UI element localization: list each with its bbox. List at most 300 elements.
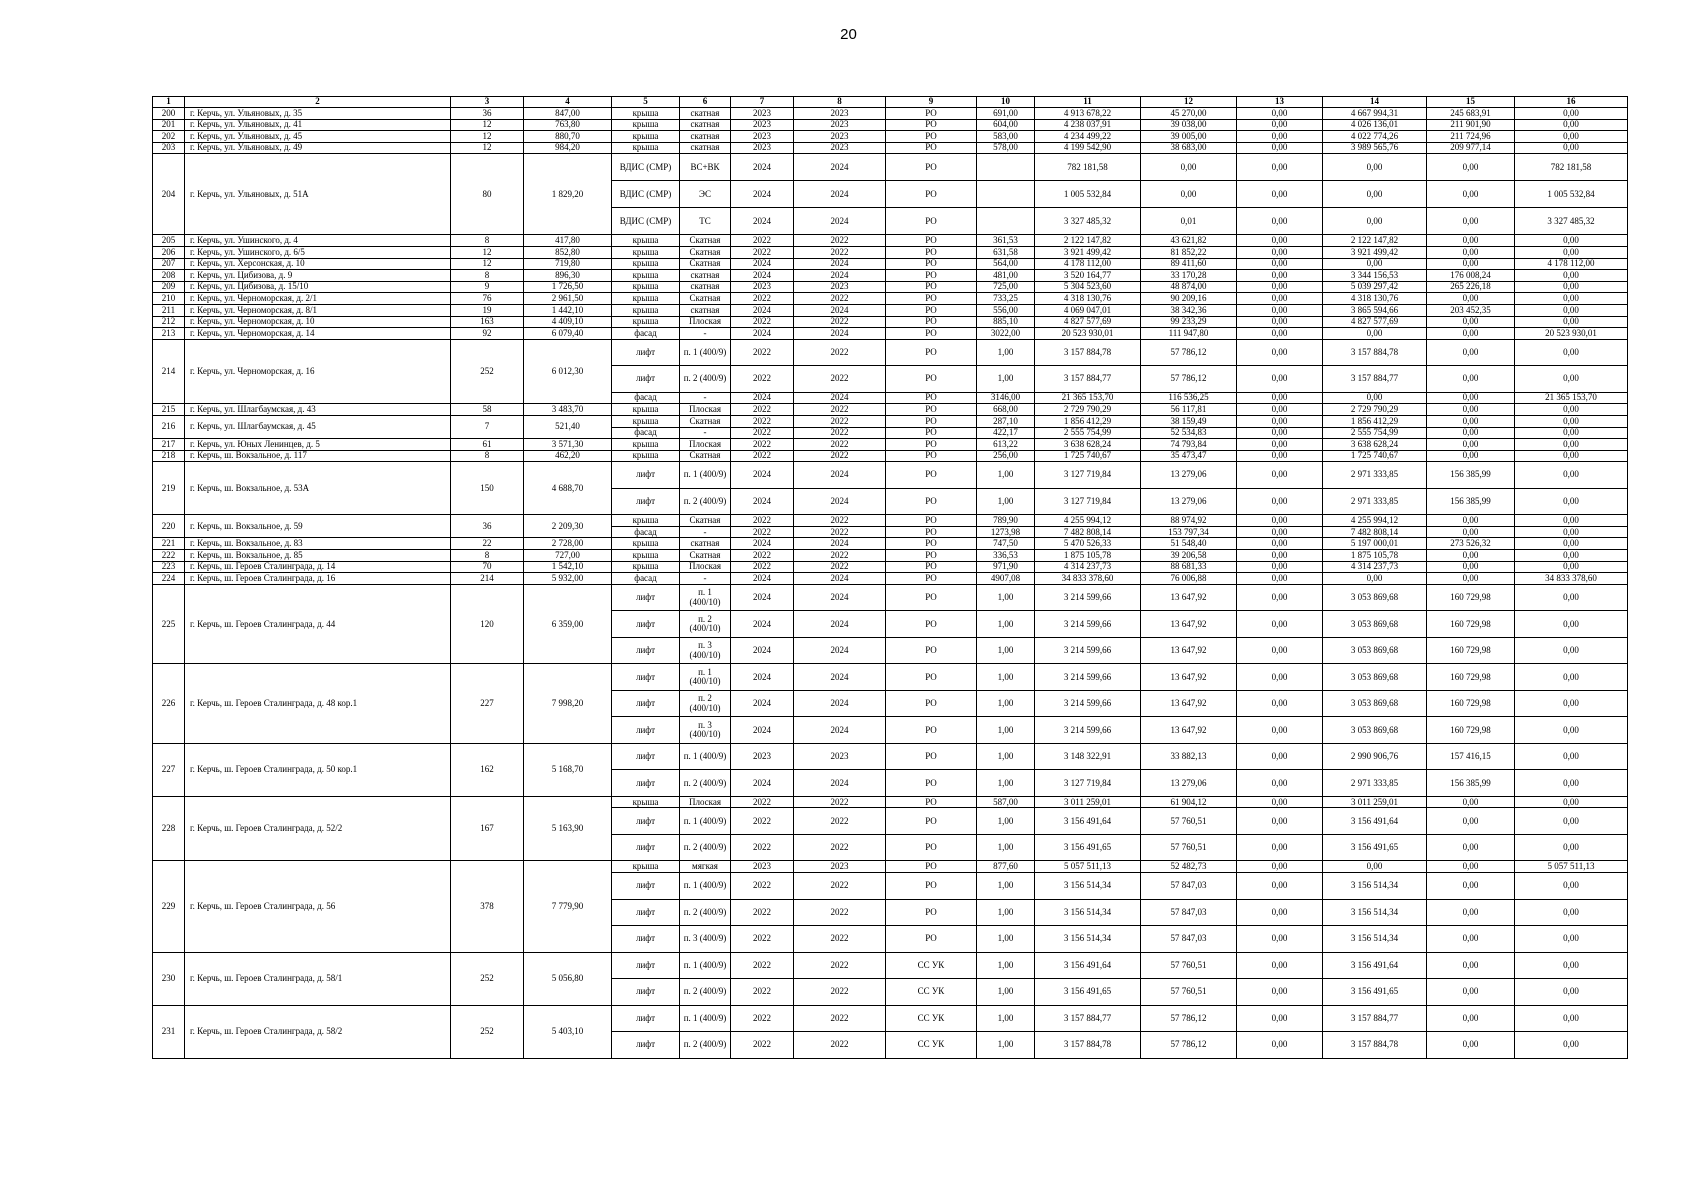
plan-year-cell: 2022 [731, 1032, 794, 1059]
actual-year-cell: 2024 [794, 328, 886, 340]
building-area-cell: 763,80 [524, 119, 612, 131]
col-13-cell: 0,00 [1237, 208, 1323, 235]
flats-count-cell: 22 [451, 538, 524, 550]
row-number-cell: 204 [153, 154, 185, 235]
tech-cost-cell: 74 793,84 [1141, 439, 1237, 451]
plan-year-cell: 2024 [731, 181, 794, 208]
col-15-cell: 211 724,96 [1427, 131, 1515, 143]
volume-cell: 1,00 [977, 584, 1035, 611]
row-number-cell: 212 [153, 316, 185, 328]
volume-cell: 1,00 [977, 926, 1035, 953]
work-subtype-cell: - [680, 526, 731, 538]
row-number-cell: 226 [153, 664, 185, 744]
total-cost-cell: 4 199 542,90 [1035, 142, 1141, 154]
total-cost-cell: 5 470 526,33 [1035, 538, 1141, 550]
tech-cost-cell: 88 974,92 [1141, 515, 1237, 527]
col-16-cell: 4 178 112,00 [1515, 258, 1628, 270]
total-cost-cell: 3 156 514,34 [1035, 899, 1141, 926]
col-15-cell: 0,00 [1427, 952, 1515, 979]
source-cell: РО [886, 538, 977, 550]
building-area-cell: 5 168,70 [524, 743, 612, 796]
address-cell: г. Керчь, ш. Героев Сталинграда, д. 58/1 [185, 952, 451, 1005]
col-13-cell: 0,00 [1237, 450, 1323, 462]
plan-year-cell: 2022 [731, 926, 794, 953]
actual-year-cell: 2024 [794, 717, 886, 744]
plan-year-cell: 2022 [731, 439, 794, 451]
source-cell: РО [886, 270, 977, 282]
column-number-row [153, 97, 1628, 108]
address-cell: г. Керчь, ул. Херсонская, д. 10 [185, 258, 451, 270]
plan-year-cell: 2024 [731, 717, 794, 744]
actual-year-cell: 2022 [794, 1005, 886, 1032]
col-15-cell: 0,00 [1427, 392, 1515, 404]
col-14-cell: 3 053 869,68 [1323, 690, 1427, 717]
col-14-cell: 3 344 156,53 [1323, 270, 1427, 282]
total-cost-cell: 3 156 491,64 [1035, 808, 1141, 835]
col-13-cell: 0,00 [1237, 415, 1323, 427]
work-type-cell: крыша [612, 270, 680, 282]
total-cost-cell: 3 148 322,91 [1035, 743, 1141, 770]
col-13-cell: 0,00 [1237, 108, 1323, 120]
col-14-cell: 3 156 514,34 [1323, 926, 1427, 953]
row-number-cell: 216 [153, 415, 185, 438]
col-15-cell: 0,00 [1427, 235, 1515, 247]
total-cost-cell: 2 555 754,99 [1035, 427, 1141, 439]
volume-cell: 1,00 [977, 366, 1035, 393]
col-13-cell: 0,00 [1237, 952, 1323, 979]
col-13-cell: 0,00 [1237, 538, 1323, 550]
row-number-cell: 224 [153, 573, 185, 585]
plan-year-cell: 2024 [731, 584, 794, 611]
flats-count-cell: 150 [451, 462, 524, 515]
work-subtype-cell: ТС [680, 208, 731, 235]
source-cell: РО [886, 834, 977, 861]
table-row [153, 538, 1628, 550]
work-subtype-cell: п. 2 (400/9) [680, 979, 731, 1006]
plan-year-cell: 2024 [731, 208, 794, 235]
col-14-cell: 0,00 [1323, 258, 1427, 270]
row-number-cell: 206 [153, 246, 185, 258]
col-14-cell: 4 318 130,76 [1323, 293, 1427, 305]
col-13-cell: 0,00 [1237, 488, 1323, 515]
row-number-cell: 223 [153, 561, 185, 573]
col-14-cell: 3 156 491,65 [1323, 834, 1427, 861]
col-13-cell: 0,00 [1237, 1005, 1323, 1032]
building-area-cell: 6 359,00 [524, 584, 612, 664]
col-15-cell: 160 729,98 [1427, 584, 1515, 611]
table-row [153, 664, 1628, 691]
actual-year-cell: 2022 [794, 404, 886, 416]
column-header-10: 10 [977, 97, 1035, 108]
source-cell: СС УК [886, 1032, 977, 1059]
work-type-cell: лифт [612, 899, 680, 926]
column-header-15: 15 [1427, 97, 1515, 108]
col-15-cell: 160 729,98 [1427, 690, 1515, 717]
col-15-cell: 0,00 [1427, 427, 1515, 439]
work-type-cell: крыша [612, 561, 680, 573]
table-row [153, 573, 1628, 585]
address-cell: г. Керчь, ул. Ульяновых, д. 35 [185, 108, 451, 120]
total-cost-cell: 4 827 577,69 [1035, 316, 1141, 328]
actual-year-cell: 2022 [794, 339, 886, 366]
source-cell: РО [886, 861, 977, 873]
address-cell: г. Керчь, ш. Героев Сталинграда, д. 58/2 [185, 1005, 451, 1058]
table-row [153, 861, 1628, 873]
column-header-9: 9 [886, 97, 977, 108]
col-14-cell: 2 555 754,99 [1323, 427, 1427, 439]
work-type-cell: ВДИС (СМР) [612, 154, 680, 181]
actual-year-cell: 2023 [794, 142, 886, 154]
building-area-cell: 5 056,80 [524, 952, 612, 1005]
work-type-cell: крыша [612, 861, 680, 873]
work-type-cell: лифт [612, 952, 680, 979]
source-cell: РО [886, 131, 977, 143]
col-16-cell: 0,00 [1515, 690, 1628, 717]
address-cell: г. Керчь, ул. Юных Ленинцев, д. 5 [185, 439, 451, 451]
col-16-cell: 0,00 [1515, 834, 1628, 861]
source-cell: РО [886, 108, 977, 120]
col-15-cell: 0,00 [1427, 1032, 1515, 1059]
source-cell: РО [886, 339, 977, 366]
address-cell: г. Керчь, ш. Героев Сталинграда, д. 44 [185, 584, 451, 664]
building-area-cell: 896,30 [524, 270, 612, 282]
source-cell: РО [886, 304, 977, 316]
plan-year-cell: 2024 [731, 770, 794, 797]
work-type-cell: крыша [612, 404, 680, 416]
work-type-cell: крыша [612, 415, 680, 427]
col-16-cell: 1 005 532,84 [1515, 181, 1628, 208]
tech-cost-cell: 61 904,12 [1141, 796, 1237, 808]
work-type-cell: лифт [612, 462, 680, 489]
source-cell: РО [886, 154, 977, 181]
tech-cost-cell: 57 847,03 [1141, 926, 1237, 953]
volume-cell: 3022,00 [977, 328, 1035, 340]
plan-year-cell: 2022 [731, 246, 794, 258]
work-subtype-cell: п. 1 (400/9) [680, 808, 731, 835]
flats-count-cell: 8 [451, 450, 524, 462]
col-15-cell: 176 008,24 [1427, 270, 1515, 282]
table-row [153, 339, 1628, 366]
source-cell: РО [886, 404, 977, 416]
tech-cost-cell: 48 874,00 [1141, 281, 1237, 293]
column-header-13: 13 [1237, 97, 1323, 108]
col-15-cell: 245 683,91 [1427, 108, 1515, 120]
actual-year-cell: 2022 [794, 366, 886, 393]
plan-year-cell: 2023 [731, 281, 794, 293]
col-16-cell: 0,00 [1515, 404, 1628, 416]
volume-cell: 4907,08 [977, 573, 1035, 585]
plan-year-cell: 2024 [731, 573, 794, 585]
col-15-cell: 265 226,18 [1427, 281, 1515, 293]
col-13-cell: 0,00 [1237, 328, 1323, 340]
work-subtype-cell: скатная [680, 281, 731, 293]
address-cell: г. Керчь, ул. Черноморская, д. 2/1 [185, 293, 451, 305]
table-row [153, 304, 1628, 316]
work-type-cell: крыша [612, 439, 680, 451]
address-cell: г. Керчь, ул. Ульяновых, д. 51А [185, 154, 451, 235]
row-number-cell: 227 [153, 743, 185, 796]
work-type-cell: крыша [612, 796, 680, 808]
table-row [153, 108, 1628, 120]
row-number-cell: 210 [153, 293, 185, 305]
tech-cost-cell: 33 170,28 [1141, 270, 1237, 282]
tech-cost-cell: 13 279,06 [1141, 488, 1237, 515]
actual-year-cell: 2022 [794, 899, 886, 926]
tech-cost-cell: 57 847,03 [1141, 873, 1237, 900]
actual-year-cell: 2024 [794, 270, 886, 282]
building-area-cell: 2 728,00 [524, 538, 612, 550]
col-15-cell: 209 977,14 [1427, 142, 1515, 154]
address-cell: г. Керчь, ул. Цибизова, д. 15/10 [185, 281, 451, 293]
plan-year-cell: 2023 [731, 131, 794, 143]
row-number-cell: 220 [153, 515, 185, 538]
flats-count-cell: 252 [451, 339, 524, 404]
source-cell: СС УК [886, 1005, 977, 1032]
flats-count-cell: 7 [451, 415, 524, 438]
volume-cell: 1,00 [977, 611, 1035, 638]
source-cell: РО [886, 550, 977, 562]
plan-year-cell: 2022 [731, 450, 794, 462]
tech-cost-cell: 153 797,34 [1141, 526, 1237, 538]
col-13-cell: 0,00 [1237, 235, 1323, 247]
row-number-cell: 229 [153, 861, 185, 952]
total-cost-cell: 4 318 130,76 [1035, 293, 1141, 305]
actual-year-cell: 2022 [794, 561, 886, 573]
source-cell: РО [886, 743, 977, 770]
source-cell: РО [886, 181, 977, 208]
source-cell: СС УК [886, 952, 977, 979]
source-cell: РО [886, 770, 977, 797]
total-cost-cell: 1 875 105,78 [1035, 550, 1141, 562]
address-cell: г. Керчь, ш. Вокзальное, д. 117 [185, 450, 451, 462]
actual-year-cell: 2022 [794, 526, 886, 538]
col-15-cell: 0,00 [1427, 404, 1515, 416]
actual-year-cell: 2024 [794, 304, 886, 316]
col-15-cell: 0,00 [1427, 979, 1515, 1006]
work-type-cell: крыша [612, 304, 680, 316]
col-16-cell: 0,00 [1515, 538, 1628, 550]
tech-cost-cell: 13 647,92 [1141, 637, 1237, 664]
col-15-cell: 160 729,98 [1427, 717, 1515, 744]
actual-year-cell: 2022 [794, 808, 886, 835]
source-cell: РО [886, 561, 977, 573]
volume-cell: 1,00 [977, 1005, 1035, 1032]
col-15-cell: 157 416,15 [1427, 743, 1515, 770]
work-type-cell: лифт [612, 808, 680, 835]
col-15-cell: 0,00 [1427, 208, 1515, 235]
total-cost-cell: 4 234 499,22 [1035, 131, 1141, 143]
col-15-cell: 0,00 [1427, 861, 1515, 873]
volume-cell: 971,90 [977, 561, 1035, 573]
column-header-8: 8 [794, 97, 886, 108]
building-area-cell: 1 726,50 [524, 281, 612, 293]
work-subtype-cell: Плоская [680, 439, 731, 451]
col-15-cell: 0,00 [1427, 415, 1515, 427]
volume-cell: 1,00 [977, 339, 1035, 366]
row-number-cell: 214 [153, 339, 185, 404]
plan-year-cell: 2022 [731, 427, 794, 439]
col-14-cell: 1 856 412,29 [1323, 415, 1427, 427]
plan-year-cell: 2024 [731, 392, 794, 404]
plan-year-cell: 2022 [731, 339, 794, 366]
tech-cost-cell: 57 786,12 [1141, 366, 1237, 393]
tech-cost-cell: 0,01 [1141, 208, 1237, 235]
col-15-cell: 0,00 [1427, 258, 1515, 270]
tech-cost-cell: 88 681,33 [1141, 561, 1237, 573]
plan-year-cell: 2022 [731, 526, 794, 538]
row-number-cell: 217 [153, 439, 185, 451]
flats-count-cell: 252 [451, 1005, 524, 1058]
total-cost-cell: 20 523 930,01 [1035, 328, 1141, 340]
work-subtype-cell: п. 3 (400/10) [680, 637, 731, 664]
actual-year-cell: 2022 [794, 834, 886, 861]
address-cell: г. Керчь, ш. Героев Сталинграда, д. 16 [185, 573, 451, 585]
col-13-cell: 0,00 [1237, 181, 1323, 208]
actual-year-cell: 2024 [794, 258, 886, 270]
col-15-cell: 0,00 [1427, 526, 1515, 538]
flats-count-cell: 12 [451, 246, 524, 258]
plan-year-cell: 2022 [731, 873, 794, 900]
actual-year-cell: 2022 [794, 439, 886, 451]
tech-cost-cell: 52 482,73 [1141, 861, 1237, 873]
volume-cell: 1,00 [977, 770, 1035, 797]
col-16-cell: 0,00 [1515, 235, 1628, 247]
row-number-cell: 213 [153, 328, 185, 340]
flats-count-cell: 9 [451, 281, 524, 293]
building-area-cell: 880,70 [524, 131, 612, 143]
plan-year-cell: 2022 [731, 293, 794, 305]
volume-cell: 1,00 [977, 873, 1035, 900]
flats-count-cell: 12 [451, 131, 524, 143]
row-number-cell: 218 [153, 450, 185, 462]
building-area-cell: 5 932,00 [524, 573, 612, 585]
table-row [153, 119, 1628, 131]
plan-year-cell: 2022 [731, 952, 794, 979]
building-area-cell: 847,00 [524, 108, 612, 120]
plan-year-cell: 2022 [731, 808, 794, 835]
work-type-cell: ВДИС (СМР) [612, 208, 680, 235]
tech-cost-cell: 13 647,92 [1141, 611, 1237, 638]
column-header-7: 7 [731, 97, 794, 108]
work-subtype-cell: скатная [680, 131, 731, 143]
source-cell: РО [886, 450, 977, 462]
work-subtype-cell: - [680, 427, 731, 439]
work-type-cell: ВДИС (СМР) [612, 181, 680, 208]
col-13-cell: 0,00 [1237, 131, 1323, 143]
tech-cost-cell: 13 647,92 [1141, 690, 1237, 717]
plan-year-cell: 2022 [731, 366, 794, 393]
address-cell: г. Керчь, ш. Вокзальное, д. 53А [185, 462, 451, 515]
work-subtype-cell: п. 2 (400/10) [680, 611, 731, 638]
col-16-cell: 0,00 [1515, 270, 1628, 282]
column-header-16: 16 [1515, 97, 1628, 108]
flats-count-cell: 227 [451, 664, 524, 744]
actual-year-cell: 2024 [794, 538, 886, 550]
col-14-cell: 0,00 [1323, 328, 1427, 340]
source-cell: РО [886, 873, 977, 900]
actual-year-cell: 2024 [794, 181, 886, 208]
col-16-cell: 0,00 [1515, 339, 1628, 366]
col-13-cell: 0,00 [1237, 258, 1323, 270]
source-cell: РО [886, 462, 977, 489]
work-type-cell: крыша [612, 246, 680, 258]
actual-year-cell: 2024 [794, 611, 886, 638]
row-number-cell: 202 [153, 131, 185, 143]
work-subtype-cell: - [680, 328, 731, 340]
actual-year-cell: 2022 [794, 550, 886, 562]
col-15-cell: 0,00 [1427, 316, 1515, 328]
volume-cell: 1,00 [977, 743, 1035, 770]
work-type-cell: лифт [612, 834, 680, 861]
total-cost-cell: 2 122 147,82 [1035, 235, 1141, 247]
col-13-cell: 0,00 [1237, 270, 1323, 282]
total-cost-cell: 4 069 047,01 [1035, 304, 1141, 316]
total-cost-cell: 3 156 514,34 [1035, 926, 1141, 953]
volume-cell: 1,00 [977, 637, 1035, 664]
work-subtype-cell: п. 1 (400/10) [680, 664, 731, 691]
work-subtype-cell: п. 1 (400/9) [680, 743, 731, 770]
total-cost-cell: 3 157 884,77 [1035, 1005, 1141, 1032]
tech-cost-cell: 13 647,92 [1141, 664, 1237, 691]
col-16-cell: 0,00 [1515, 796, 1628, 808]
work-type-cell: лифт [612, 637, 680, 664]
col-14-cell: 2 971 333,85 [1323, 770, 1427, 797]
actual-year-cell: 2023 [794, 743, 886, 770]
tech-cost-cell: 99 233,29 [1141, 316, 1237, 328]
source-cell: РО [886, 328, 977, 340]
total-cost-cell: 3 156 514,34 [1035, 873, 1141, 900]
total-cost-cell: 21 365 153,70 [1035, 392, 1141, 404]
col-15-cell: 0,00 [1427, 293, 1515, 305]
row-number-cell: 200 [153, 108, 185, 120]
work-type-cell: крыша [612, 538, 680, 550]
volume-cell: 1,00 [977, 834, 1035, 861]
col-16-cell: 0,00 [1515, 808, 1628, 835]
work-subtype-cell: п. 2 (400/9) [680, 899, 731, 926]
col-15-cell: 0,00 [1427, 450, 1515, 462]
col-15-cell: 203 452,35 [1427, 304, 1515, 316]
col-16-cell: 0,00 [1515, 979, 1628, 1006]
actual-year-cell: 2024 [794, 488, 886, 515]
row-number-cell: 219 [153, 462, 185, 515]
col-16-cell: 0,00 [1515, 743, 1628, 770]
row-number-cell: 211 [153, 304, 185, 316]
col-13-cell: 0,00 [1237, 366, 1323, 393]
col-15-cell: 0,00 [1427, 154, 1515, 181]
work-type-cell: лифт [612, 1005, 680, 1032]
col-16-cell: 0,00 [1515, 526, 1628, 538]
actual-year-cell: 2022 [794, 235, 886, 247]
work-subtype-cell: Скатная [680, 450, 731, 462]
total-cost-cell: 4 178 112,00 [1035, 258, 1141, 270]
col-14-cell: 1 875 105,78 [1323, 550, 1427, 562]
col-13-cell: 0,00 [1237, 515, 1323, 527]
col-14-cell: 5 039 297,42 [1323, 281, 1427, 293]
col-13-cell: 0,00 [1237, 246, 1323, 258]
volume-cell: 1,00 [977, 952, 1035, 979]
total-cost-cell: 34 833 378,60 [1035, 573, 1141, 585]
work-type-cell: крыша [612, 258, 680, 270]
total-cost-cell: 3 327 485,32 [1035, 208, 1141, 235]
volume-cell: 1,00 [977, 1032, 1035, 1059]
col-15-cell: 156 385,99 [1427, 462, 1515, 489]
row-number-cell: 205 [153, 235, 185, 247]
plan-year-cell: 2024 [731, 488, 794, 515]
col-15-cell: 0,00 [1427, 561, 1515, 573]
work-subtype-cell: Плоская [680, 796, 731, 808]
plan-year-cell: 2024 [731, 690, 794, 717]
col-15-cell: 0,00 [1427, 515, 1515, 527]
